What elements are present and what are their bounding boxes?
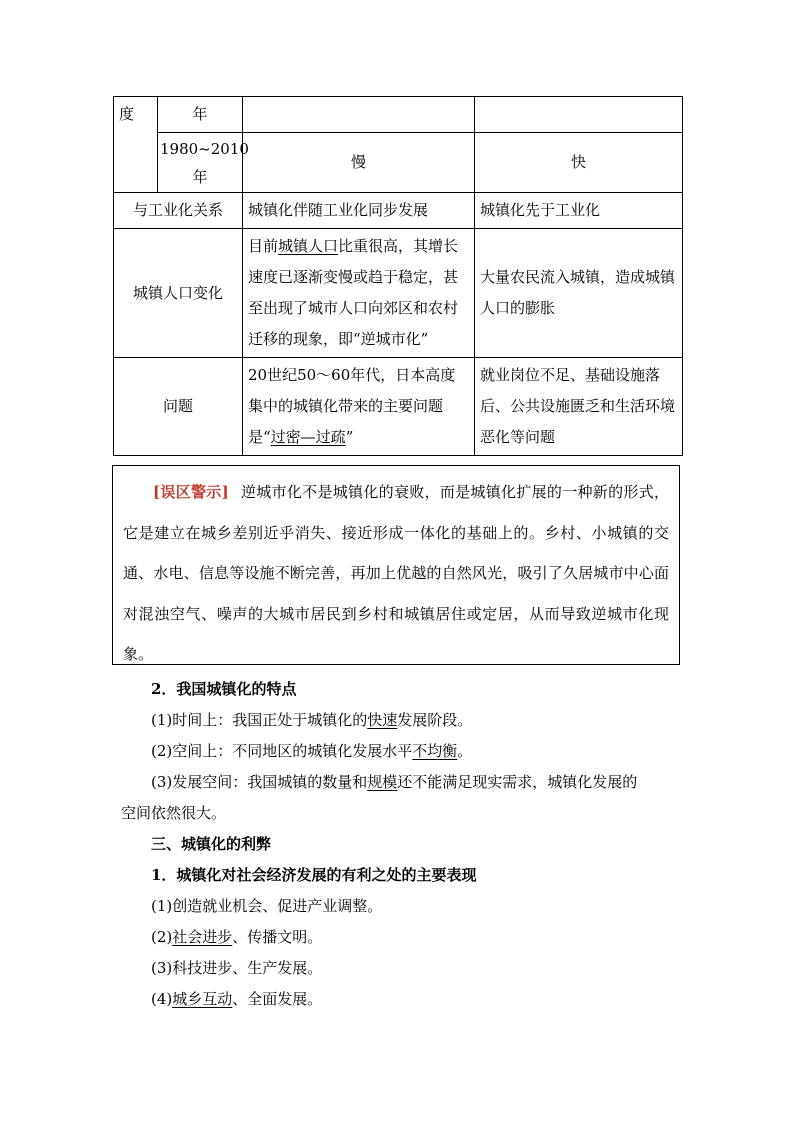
list-item-text: (1)时间上：我国正处于城镇化的 [151,711,368,729]
list-item [121,705,679,736]
underlined-keyword: 快速 [367,711,398,729]
list-item-text: (4) [151,990,173,1008]
warning-text: 逆城市化不是城镇化的衰败，而是城镇化扩展的一种新的形式，它是建立在城乡差别近乎消失、接近形成一体化的基础上的。乡村、小城镇的交通、水电、信息等设施不断完善，再加上优越的自然风光，吸引了久居城市中心面对混浊空气、噪声的大城市居民到乡村和城镇居住或定居，从而导致逆城市化现象。 [123,483,669,663]
list-item-text: 还不能满足现实需求，城镇化发展的 [397,773,638,791]
table-cell-text: 城镇化先于工业化 [480,201,601,219]
underlined-keyword: 过密—过疏 [270,428,346,446]
misconception-warning-box [112,465,680,665]
section-heading: 2．我国城镇化的特点 [151,680,297,698]
underlined-keyword: 城镇人口 [278,237,339,255]
list-item [121,922,679,953]
table-cell [243,133,475,193]
underlined-keyword: 社会进步 [172,928,233,946]
table-row [114,229,683,358]
table-cell-text: 20世纪50～60年代，日本高度集中的城镇化带来的主要问题是“ [248,366,456,446]
table-cell [158,97,243,133]
list-item-text: 、传播文明。 [232,928,323,946]
table-cell-text: 1980~2010年 [160,139,249,186]
table-cell [243,193,475,229]
table-row [114,358,683,456]
table-cell [114,97,158,193]
underlined-keyword: 规模 [367,773,398,791]
table-cell-text: 慢 [350,153,366,171]
list-item [121,736,679,767]
underlined-keyword: 城乡互动 [172,990,233,1008]
table-row [114,97,683,133]
table-cell [243,229,475,358]
subsection-heading: 1．城镇化对社会经济发展的有利之处的主要表现 [151,866,477,884]
table-cell-text: 比重很高，其增长速度已逐渐变慢或趋于稳定，甚至出现了城市人口向郊区和农村迁移的现象，即“逆城市化” [248,237,459,348]
table-cell-text: 大量农民流入城镇，造成城镇人口的膨胀 [480,268,676,317]
list-item-text: 、全面发展。 [232,990,323,1008]
main-text [121,674,679,1015]
list-item-text: (2) [151,928,173,946]
table-cell-text: 与工业化关系 [132,201,223,219]
table-cell [475,229,683,358]
comparison-table [113,96,683,456]
table-cell [243,358,475,456]
table-cell [475,358,683,456]
table-cell-text: 目前 [248,237,279,255]
table-cell [475,133,683,193]
table-cell [475,193,683,229]
list-item [121,984,679,1015]
table-row [114,193,683,229]
table-cell [114,358,243,456]
table-cell-text: 快 [570,153,586,171]
table-cell-text: 度 [119,105,135,123]
table-cell [243,97,475,133]
table-cell [158,133,249,193]
table-cell-text: 问题 [162,397,193,415]
list-item-continuation: 空间依然很大。 [121,804,227,822]
underlined-keyword: 不均衡 [412,742,458,760]
table-cell-text: 年 [192,105,208,123]
table-cell [114,229,243,358]
table-cell [475,97,683,133]
table-cell-text: 就业岗位不足、基础设施落后、公共设施匮乏和生活环境恶化等问题 [480,366,676,446]
section-heading: 三、城镇化的利弊 [151,835,272,853]
table-cell-text: ” [345,428,354,446]
table-cell [114,193,243,229]
table-cell-text: 城镇化伴随工业化同步发展 [248,201,429,219]
list-item-text: (2)空间上：不同地区的城镇化发展水平 [151,742,413,760]
warning-tag: [误区警示] [153,483,229,501]
list-item-text: 。 [457,742,473,760]
list-item-text: (3)发展空间：我国城镇的数量和 [151,773,368,791]
table-cell-text: 城镇人口变化 [132,283,223,302]
list-item-text: 发展阶段。 [397,711,473,729]
list-item [121,767,679,798]
list-item: (1)创造就业机会、促进产业调整。 [151,897,383,915]
table-row [114,133,683,193]
list-item: (3)科技进步、生产发展。 [151,959,323,977]
